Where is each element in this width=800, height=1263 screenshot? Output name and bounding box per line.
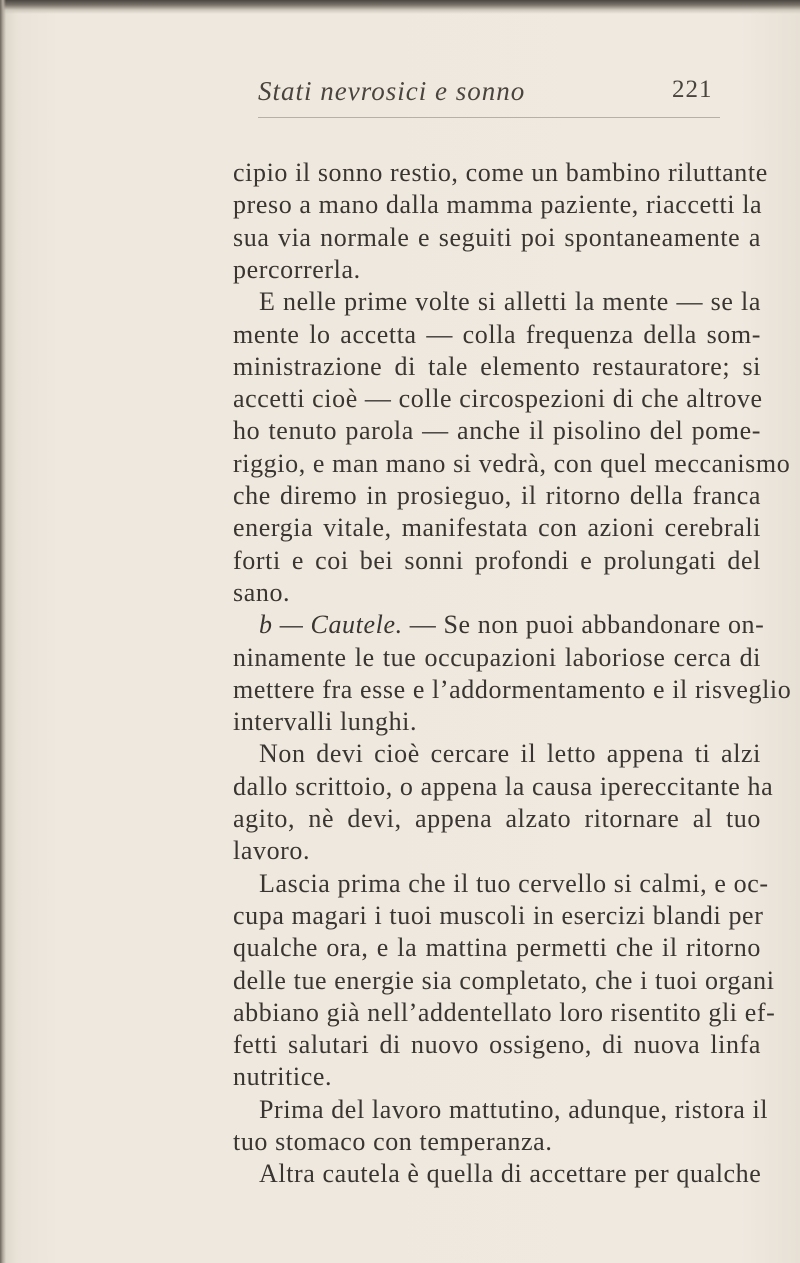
text-line <box>233 1061 761 1093</box>
text-line <box>233 835 761 867</box>
text-line-content: agito, nè devi, appena alzato ritornare al tuo <box>233 804 761 833</box>
page-top-edge <box>0 0 800 14</box>
page-gutter-edge <box>0 0 6 1263</box>
text-line <box>233 351 761 383</box>
text-line <box>233 415 761 447</box>
text-line <box>259 609 765 641</box>
text-line <box>233 1029 761 1061</box>
text-line-content: intervalli lunghi. <box>233 707 418 737</box>
text-line-content: abbiano già nell’addentellato loro risentito gli ef- <box>233 997 776 1027</box>
text-line-content: fetti salutari di nuovo ossigeno, di nuova linfa <box>233 1030 761 1060</box>
text-line-content: che diremo in prosieguo, il ritorno della franca <box>233 481 761 510</box>
running-head <box>0 76 800 112</box>
text-line <box>259 286 761 318</box>
text-line-content: accetti cioè — colle circospezioni di che altrove <box>233 384 763 414</box>
text-line <box>233 480 761 512</box>
text-line <box>233 803 761 835</box>
text-line-content: Non devi cioè cercare il letto appena ti alzi <box>259 739 761 769</box>
text-line-content: cipio il sonno restio, come un bambino riluttante <box>233 158 768 187</box>
text-line-content: qualche ora, e la mattina permetti che il ritorno <box>233 933 761 963</box>
text-line-content: — Se non puoi abbandonare on- <box>409 610 765 640</box>
text-line-content: mettere fra esse e l’addormentamento e il risveglio <box>233 674 792 704</box>
text-line <box>233 577 761 609</box>
header-rule <box>258 117 720 118</box>
text-line-content: tuo stomaco con temperanza. <box>233 1127 553 1156</box>
text-line-content: Lascia prima che il tuo cervello si calmi, e oc- <box>259 868 769 898</box>
text-line-content: ministrazione di tale elemento restauratore; si <box>233 351 761 381</box>
text-line-content: preso a mano dalla mamma paziente, riaccetti la <box>233 190 763 220</box>
text-line <box>233 254 761 286</box>
text-line <box>233 157 768 189</box>
text-line <box>233 932 761 964</box>
text-line-content: E nelle prime volte si alletti la mente — se la <box>259 287 761 317</box>
text-line <box>233 997 776 1029</box>
text-line-content: ninamente le tue occupazioni laboriose cerca di <box>233 642 761 672</box>
running-head-title: Stati nevrosici e sonno <box>258 76 526 106</box>
text-line <box>233 512 761 544</box>
text-line-content: cupa magari i tuoi muscoli in esercizi blandi per <box>233 900 764 930</box>
text-line-content: mente lo accetta — colla frequenza della som- <box>233 319 761 349</box>
text-line-content: dallo scrittoio, o appena la causa ipereccitante ha <box>233 771 774 801</box>
text-line <box>233 448 791 480</box>
text-line <box>233 706 761 738</box>
page-number: 221 <box>672 76 713 103</box>
text-line-content: sua via normale e seguiti poi spontaneamente a <box>233 222 761 252</box>
text-line <box>233 545 761 577</box>
text-line <box>259 1158 761 1190</box>
text-line <box>233 1126 761 1158</box>
text-line <box>233 965 775 997</box>
text-line-content: Prima del lavoro mattutino, adunque, ristora il <box>259 1094 769 1124</box>
text-line-content: percorrerla. <box>233 254 361 284</box>
text-line <box>259 738 761 770</box>
text-line-content: riggio, e man mano si vedrà, con quel meccanismo <box>233 448 791 478</box>
text-line-content: ho tenuto parola — anche il pisolino del pome- <box>233 416 761 446</box>
text-line-content: sano. <box>233 577 291 607</box>
text-line <box>259 868 769 900</box>
text-line <box>233 771 774 803</box>
text-line-content: delle tue energie sia completato, che i tuoi organi <box>233 965 775 995</box>
text-line <box>233 189 761 221</box>
text-line <box>233 222 761 254</box>
text-line <box>233 674 792 706</box>
text-line-content: lavoro. <box>233 836 311 866</box>
text-line-content: forti e coi bei sonni profondi e prolungati del <box>233 545 761 575</box>
text-line-content: nutritice. <box>233 1062 333 1092</box>
text-line-content: energia vitale, manifestata con azioni cerebrali <box>233 513 761 543</box>
text-line <box>259 1094 769 1126</box>
text-line <box>233 319 761 351</box>
section-heading-italic: b — Cautele. <box>259 610 403 640</box>
text-line <box>233 900 764 932</box>
text-line-content: Altra cautela è quella di accettare per qualche <box>259 1159 762 1189</box>
text-line <box>233 383 761 415</box>
text-line <box>233 642 761 674</box>
